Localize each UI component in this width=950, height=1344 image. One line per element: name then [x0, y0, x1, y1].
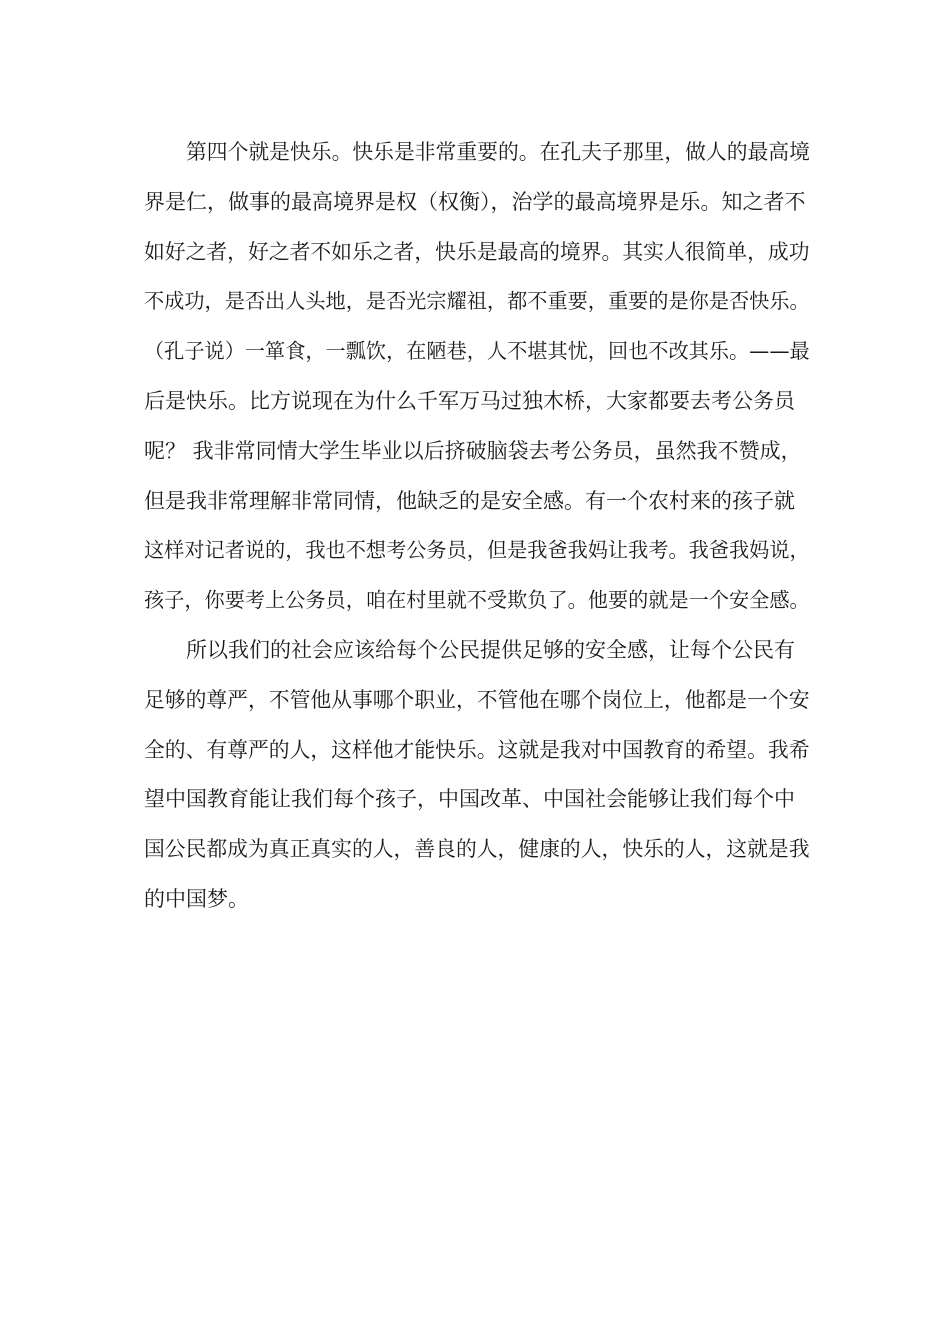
text-line: 后是快乐。比方说现在为什么千军万马过独木桥，大家都要去考公务员 [144, 388, 795, 413]
text-line: 界是仁，做事的最高境界是权（权衡），治学的最高境界是乐。知之者不 [144, 189, 806, 214]
paragraph-china-dream [144, 626, 810, 925]
text-line: 足够的尊严，不管他从事哪个职业，不管他在哪个岗位上，他都是一个安 [144, 687, 810, 712]
text-line: 第四个就是快乐。快乐是非常重要的。在孔夫子那里，做人的最高境 [186, 140, 810, 164]
text-line: 全的、有尊严的人，这样他才能快乐。这就是我对中国教育的希望。我希 [144, 737, 810, 762]
text-body [144, 128, 810, 925]
text-line: 如好之者，好之者不如乐之者，快乐是最高的境界。其实人很简单，成功 [144, 239, 810, 264]
text-line: 所以我们的社会应该给每个公民提供足够的安全感，让每个公民有 [186, 637, 795, 662]
text-line: 但是我非常理解非常同情，他缺乏的是安全感。有一个农村来的孩子就 [144, 488, 795, 513]
text-line: 的中国梦。 [144, 886, 249, 911]
text-line: 这样对记者说的，我也不想考公务员，但是我爸我妈让我考。我爸我妈说， [144, 538, 810, 563]
text-line: （孔子说）一箪食，一瓢饮，在陋巷，人不堪其忧，回也不改其乐。——最 [144, 339, 810, 364]
text-line: 望中国教育能让我们每个孩子，中国改革、中国社会能够让我们每个中 [144, 787, 795, 812]
text-line: 不成功，是否出人头地，是否光宗耀祖，都不重要，重要的是你是否快乐。 [144, 289, 810, 314]
text-line: 孩子，你要考上公务员，咱在村里就不受欺负了。他要的就是一个安全感。 [144, 588, 810, 613]
text-line: 国公民都成为真正真实的人，善良的人，健康的人，快乐的人，这就是我 [144, 837, 810, 862]
text-line: 呢？ 我非常同情大学生毕业以后挤破脑袋去考公务员，虽然我不赞成， [144, 438, 802, 463]
paragraph-happiness [144, 128, 810, 626]
